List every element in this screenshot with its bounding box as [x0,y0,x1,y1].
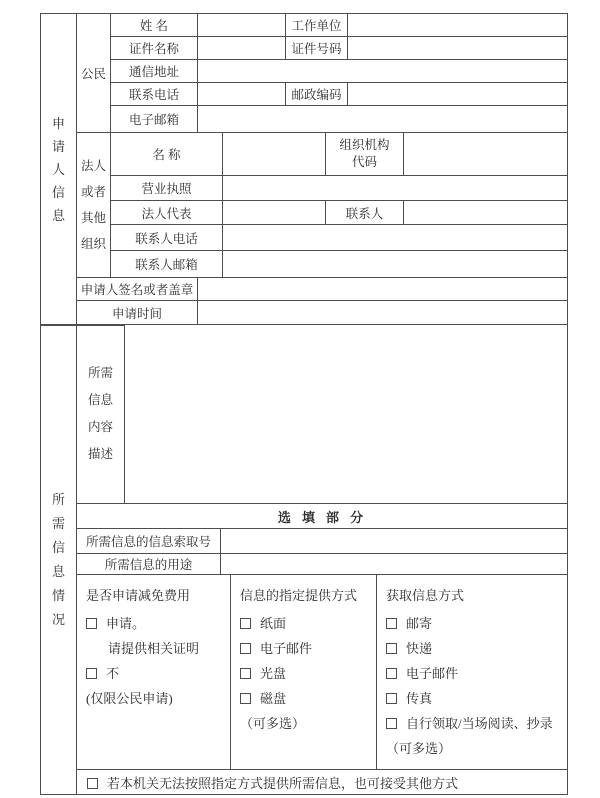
field-label-contact: 联系人 [326,201,404,225]
postal-code-value-cell[interactable] [348,83,568,106]
phone-value-cell[interactable] [198,83,286,106]
fee-waiver-title: 是否申请减免费用 [86,588,191,603]
id-type-value-cell[interactable] [198,37,286,60]
field-label-org-name: 名 称 [111,133,223,176]
provide-method-option-disk[interactable] [240,686,370,711]
legal-rep-value-cell[interactable] [223,201,326,225]
checkbox-icon[interactable] [86,618,97,629]
signature-value-cell[interactable] [198,278,568,301]
field-label-content-desc [77,325,125,504]
obtain-method-option-express[interactable] [386,636,561,661]
obtain-method-cell [377,575,568,770]
field-label-legal-rep: 法人代表 [111,201,223,225]
field-label-postal-code: 邮政编码 [286,83,348,106]
checkbox-icon[interactable] [386,643,397,654]
obtain-method-option-self-pickup[interactable] [386,711,561,736]
email-value-cell[interactable] [198,106,568,133]
option-label: 邮寄 [406,616,433,631]
field-label-apply-time: 申请时间 [77,301,198,326]
id-number-value-cell[interactable] [348,37,568,60]
index-number-value-cell[interactable] [221,529,568,554]
applicant-info-table [40,13,568,326]
field-label-purpose: 所需信息的用途 [77,554,221,575]
group-label-citizen: 公民 [77,14,111,133]
option-label: 磁盘 [260,691,287,706]
field-label-contact-email: 联系人邮箱 [111,251,223,278]
checkbox-icon[interactable] [386,668,397,679]
checkbox-icon[interactable] [240,668,251,679]
checkbox-icon[interactable] [386,693,397,704]
contact-email-value-cell[interactable] [223,251,568,278]
provide-method-option-paper[interactable] [240,611,370,636]
obtain-method-title: 获取信息方式 [386,588,465,603]
group-label-organization [77,133,111,278]
checkbox-icon[interactable] [240,643,251,654]
option-label: 不 [106,666,120,681]
fee-waiver-apply-note: 请提供相关证明 [108,641,200,656]
section-label-applicant-info [41,14,77,326]
other-method-label: 若本机关无法按照指定方式提供所需信息，也可接受其他方式 [107,775,459,791]
option-label: 电子邮件 [260,641,313,656]
business-license-value-cell[interactable] [223,176,568,201]
checkbox-icon[interactable] [386,618,397,629]
field-label-id-number: 证件号码 [286,37,348,60]
fee-waiver-option-apply[interactable] [86,611,224,636]
option-label: 光盘 [260,666,287,681]
field-label-org-code [326,133,404,176]
field-label-business-license: 营业执照 [111,176,223,201]
field-label-email: 电子邮箱 [111,106,198,133]
section-label-requested-info [41,325,77,795]
provide-method-option-email[interactable] [240,636,370,661]
requested-side-label: 所需信息情况 [51,491,65,627]
organization-group-label: 法人或者其他组织 [80,159,106,251]
checkbox-icon[interactable] [240,693,251,704]
org-code-label-text: 组织机构代码 [339,138,390,169]
field-label-phone: 联系电话 [111,83,198,106]
field-label-index-number: 所需信息的信息索取号 [77,529,221,554]
checkbox-icon[interactable] [86,668,97,679]
checkbox-icon[interactable] [386,718,397,729]
field-label-contact-phone: 联系人电话 [111,225,223,251]
applicant-side-label: 申请人信息 [51,116,65,223]
org-name-value-cell[interactable] [223,133,326,176]
option-label: 纸面 [260,616,287,631]
obtain-method-footnote: （可多选） [386,741,452,756]
optional-part-header: 选填部分 [77,504,568,529]
other-method-row[interactable] [77,770,568,795]
org-code-value-cell[interactable] [404,133,568,176]
fee-waiver-footnote: (仅限公民申请) [86,691,173,706]
field-label-id-type: 证件名称 [111,37,198,60]
checkbox-icon[interactable] [87,778,98,789]
option-label: 自行领取/当场阅读、抄录 [406,716,553,731]
field-label-work-unit: 工作单位 [286,14,348,37]
name-value-cell[interactable] [198,14,286,37]
provide-method-cell [231,575,377,770]
obtain-method-option-email[interactable] [386,661,561,686]
address-value-cell[interactable] [198,60,568,83]
provide-method-title: 信息的指定提供方式 [240,588,358,603]
option-label: 电子邮件 [406,666,459,681]
fee-waiver-option-no[interactable] [86,661,224,686]
contact-phone-value-cell[interactable] [223,225,568,251]
option-label: 传真 [406,691,433,706]
option-label: 快递 [406,641,433,656]
field-label-signature: 申请人签名或者盖章 [77,278,198,301]
field-label-name: 姓 名 [111,14,198,37]
provide-method-footnote: （可多选） [240,716,306,731]
field-label-address: 通信地址 [111,60,198,83]
provide-method-option-cd[interactable] [240,661,370,686]
content-desc-value-cell[interactable] [125,325,568,504]
obtain-method-option-mail[interactable] [386,611,561,636]
apply-time-value-cell[interactable] [198,301,568,326]
obtain-method-option-fax[interactable] [386,686,561,711]
fee-waiver-cell [77,575,231,770]
content-desc-label-text: 所需信息内容描述 [87,366,113,461]
work-unit-value-cell[interactable] [348,14,568,37]
requested-info-table [40,324,568,795]
checkbox-icon[interactable] [240,618,251,629]
contact-value-cell[interactable] [404,201,568,225]
option-label: 申请。 [106,616,146,631]
purpose-value-cell[interactable] [221,554,568,575]
